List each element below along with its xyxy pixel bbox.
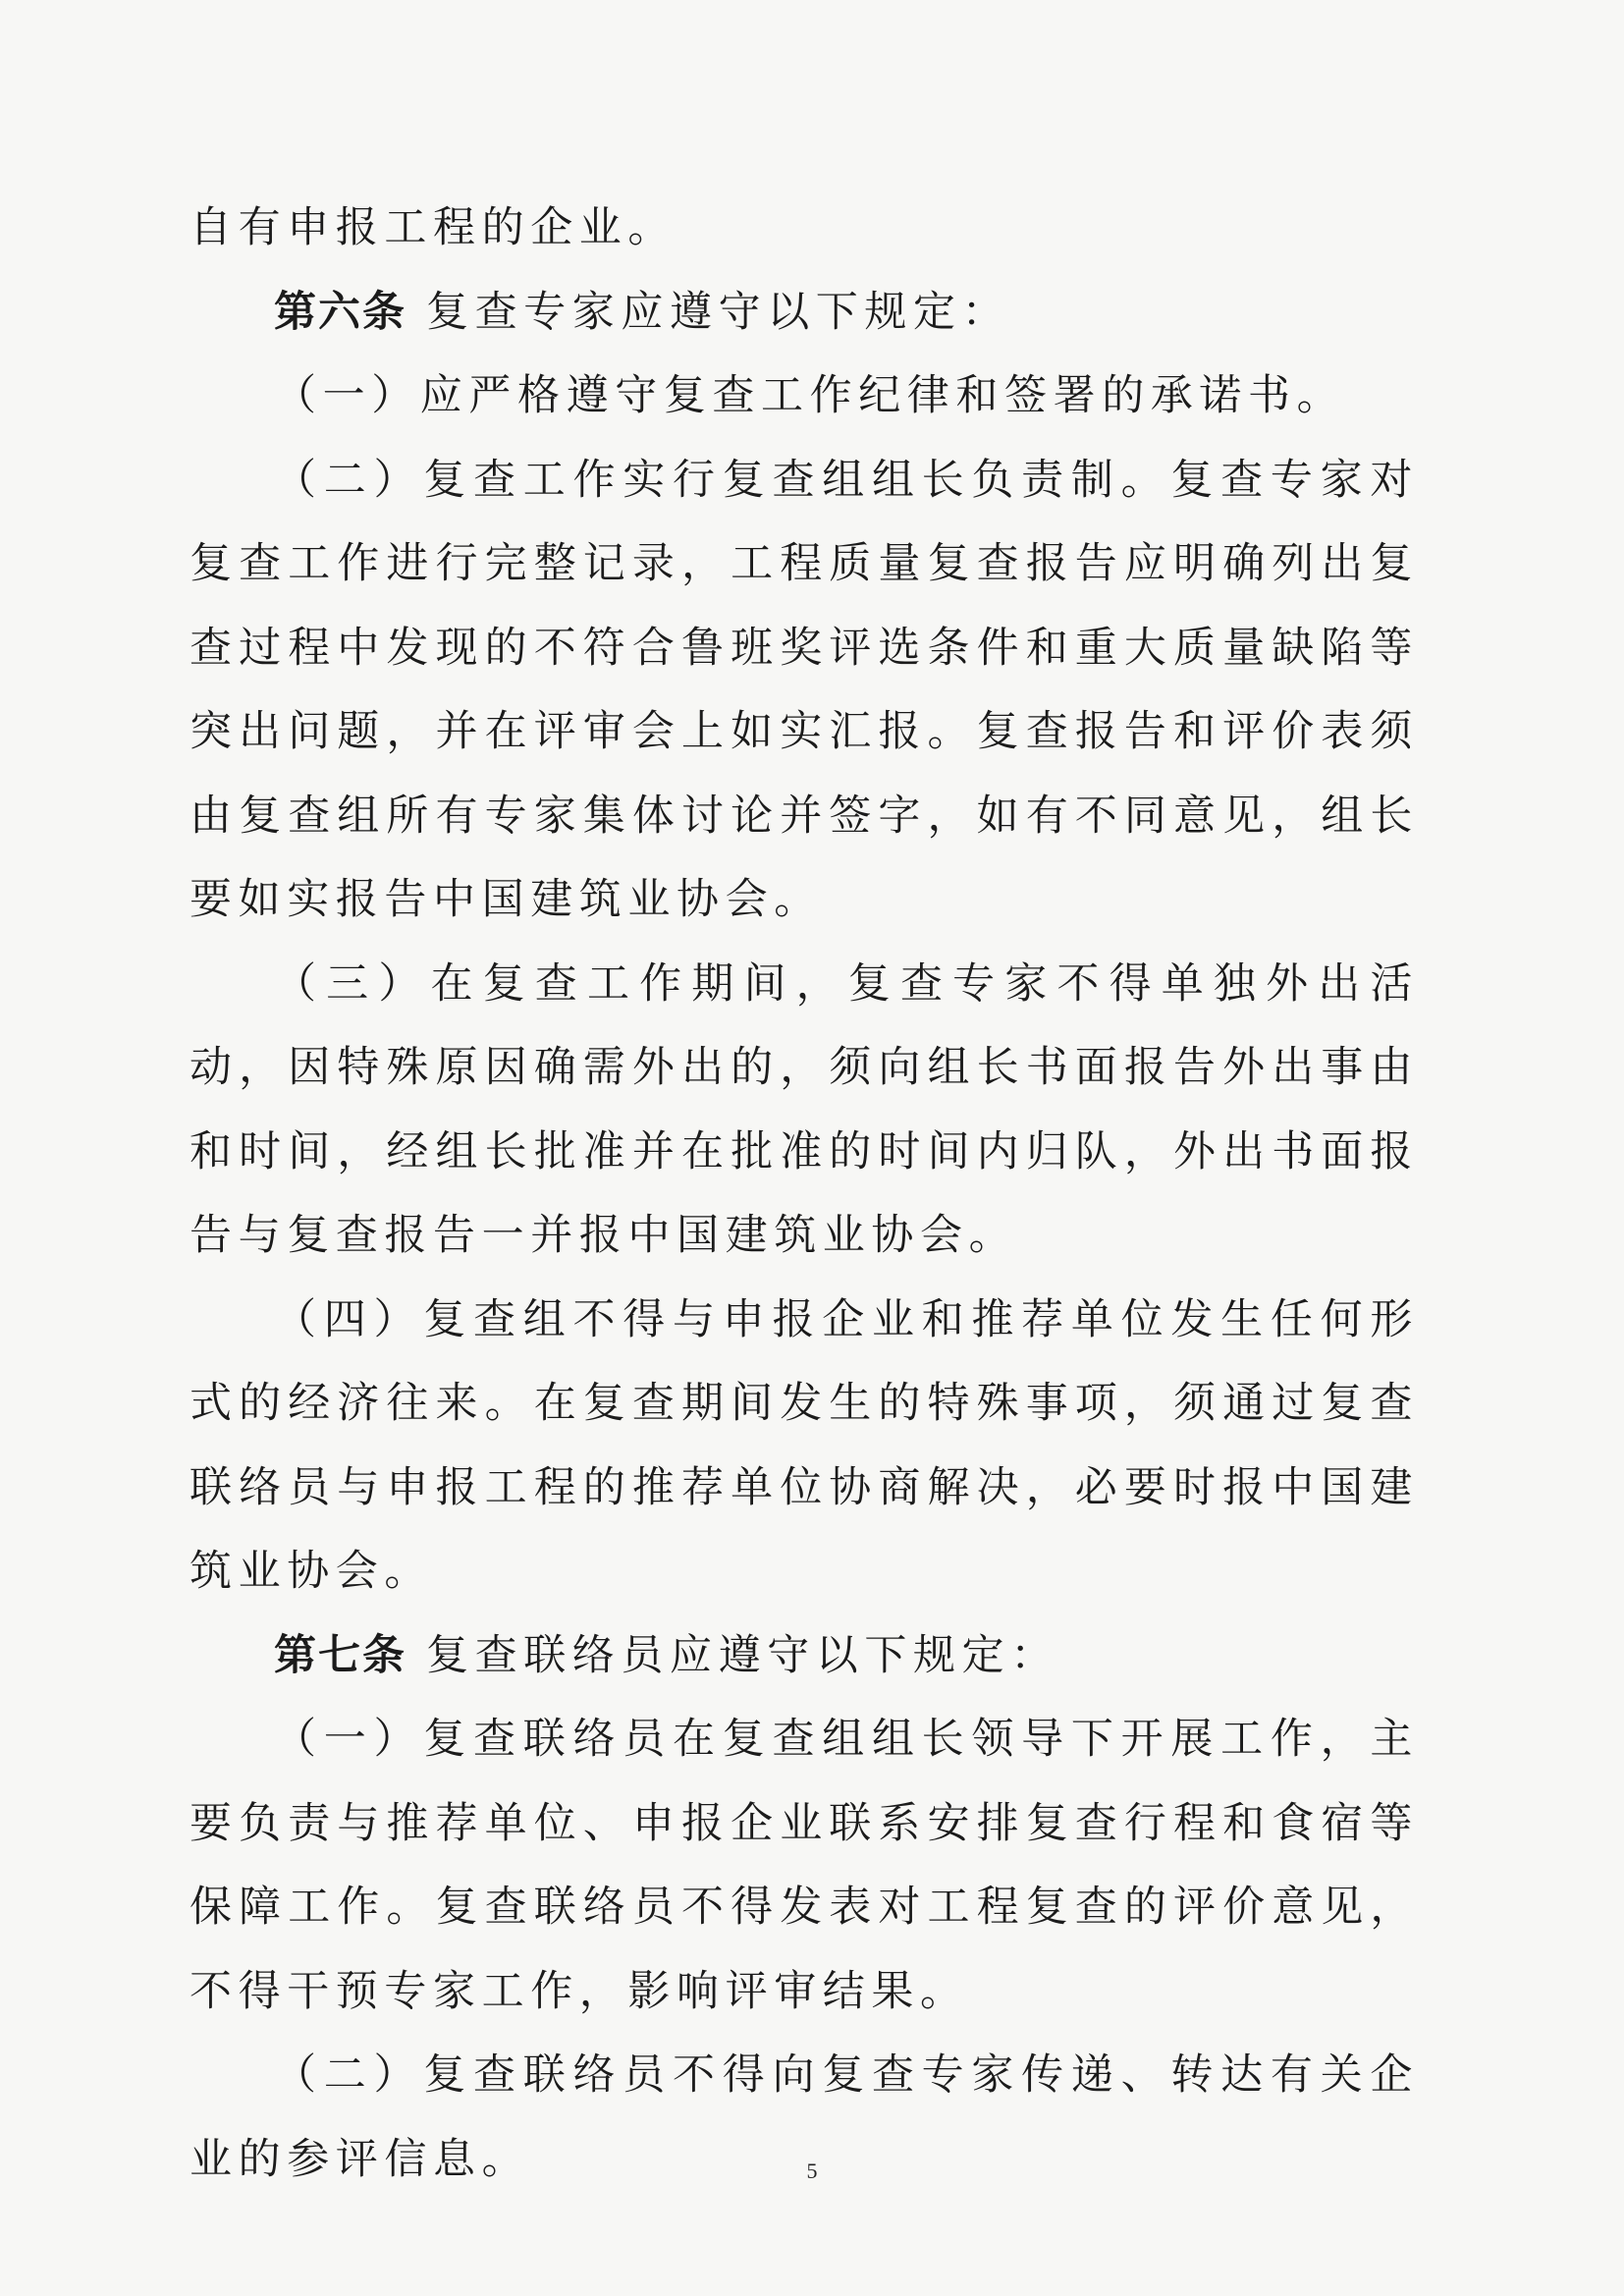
paragraph-text: （四）复查组不得与申报企业和推荐单位发生任何形式的经济往来。在复查期间发生的特殊事项，须通过复查联络员与申报工程的推荐单位协商解决，必要时报中国建筑业协会。 [189, 1294, 1419, 1596]
paragraph-text: 自有申报工程的企业。 [189, 203, 677, 252]
article-title: 复查专家应遵守以下规定： [426, 287, 1011, 337]
paragraph-text: （三）在复查工作期间，复查专家不得单独外出活动，因特殊原因确需外出的，须向组长书面报告外出事由和时间，经组长批准并在批准的时间内归队，外出书面报告与复查报告一并报中国建筑业协会。 [189, 958, 1419, 1260]
paragraph-text: （二）复查工作实行复查组组长负责制。复查专家对复查工作进行完整记录，工程质量复查报告应明确列出复查过程中发现的不符合鲁班奖评选条件和重大质量缺陷等突出问题，并在评审会上如实汇报。复查报告和评价表须由复查组所有专家集体讨论并签字，如有不同意见，组长要如实报告中国建筑业协会。 [189, 455, 1419, 924]
clause-6-3 [189, 943, 1419, 1279]
paragraph-text: （一）复查联络员在复查组组长领导下开展工作，主要负责与推荐单位、申报企业联系安排复查行程和食宿等保障工作。复查联络员不得发表对工程复查的评价意见，不得干预专家工作，影响评审结果。 [189, 1715, 1419, 2016]
article-heading-6 [189, 271, 1419, 355]
clause-7-1 [189, 1698, 1419, 2034]
article-title: 复查联络员应遵守以下规定： [426, 1630, 1059, 1680]
paragraph-continuation [189, 187, 1419, 271]
document-body [189, 187, 1419, 2202]
article-heading-7 [189, 1614, 1419, 1699]
paragraph-text: （一）应严格遵守复查工作纪律和签署的承诺书。 [274, 371, 1346, 420]
clause-6-4 [189, 1279, 1419, 1614]
article-number: 第七条 [274, 1630, 406, 1680]
clause-6-1 [189, 355, 1419, 439]
clause-6-2 [189, 439, 1419, 943]
article-number: 第六条 [274, 287, 406, 337]
paragraph-text: （二）复查联络员不得向复查专家传递、转达有关企业的参评信息。 [189, 2050, 1419, 2184]
page-number: 5 [806, 2159, 818, 2183]
